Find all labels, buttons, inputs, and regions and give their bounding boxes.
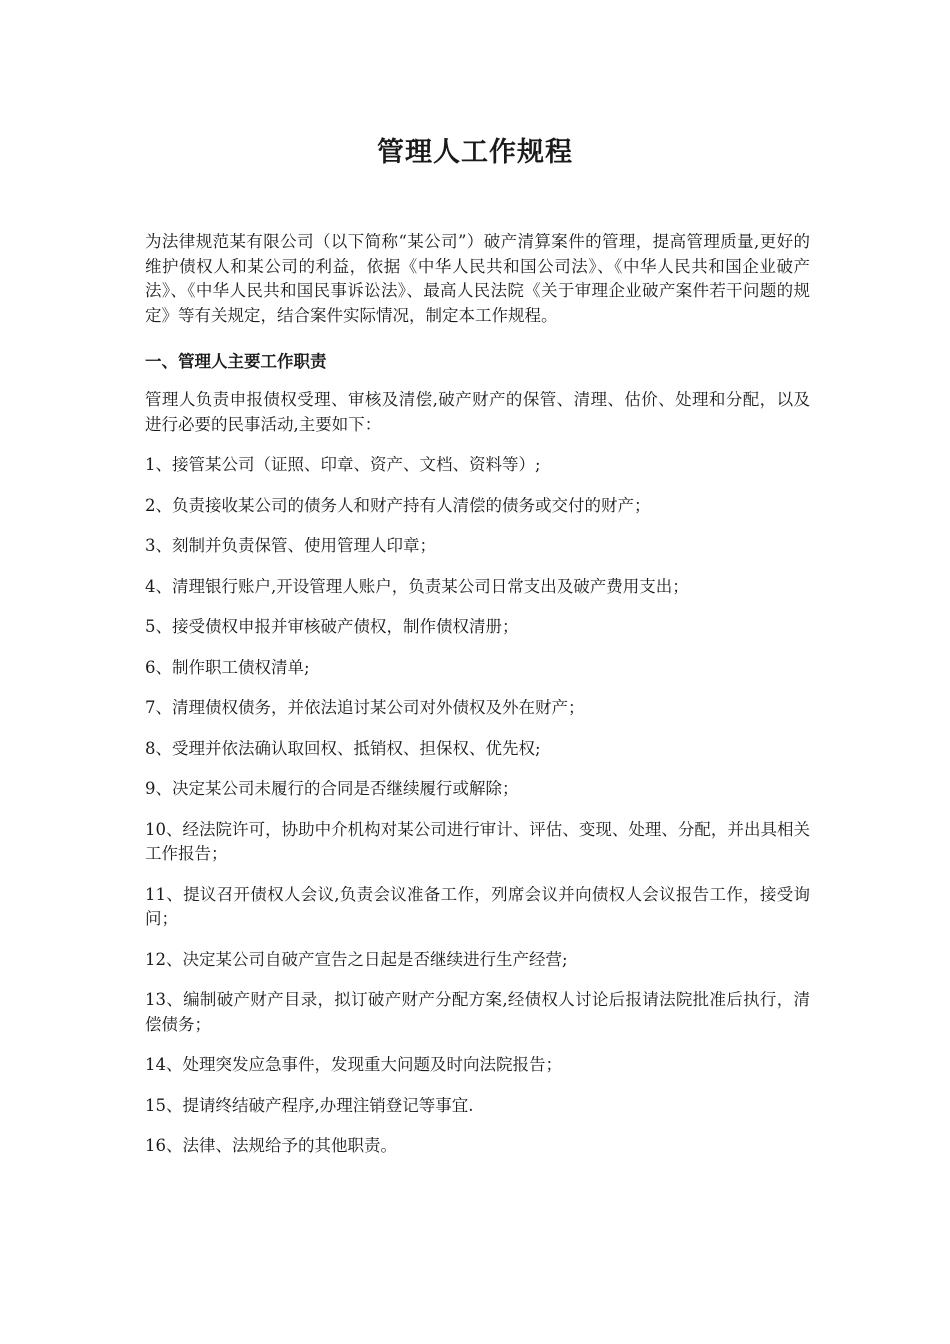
duty-item-1: 1、接管某公司（证照、印章、资产、文档、资料等）; xyxy=(145,455,541,474)
duty-item-12: 12、决定某公司自破产宣告之日起是否继续进行生产经营; xyxy=(145,949,568,969)
duty-item-9: 9、决定某公司未履行的合同是否继续履行或解除； xyxy=(145,779,519,798)
duty-item-16: 16、法律、法规给予的其他职责。 xyxy=(145,1136,397,1155)
duty-item-13: 13、编制破产财产目录，拟订破产财产分配方案,经债权人讨论后报请法院批准后执行，清偿债务； xyxy=(145,990,810,1034)
duty-item-15: 15、提请终结破产程序,办理注销登记等事宜. xyxy=(145,1095,474,1115)
document-body xyxy=(145,230,810,1175)
intro-paragraph: 为法律规范某有限公司（以下简称“某公司”）破产清算案件的管理，提高管理质量,更好的维护债权人和某公司的利益，依据《中华人民共和国公司法》、《中华人民共和国企业破产法》、《中华人民共和国民事诉讼法》、最高人民法院《关于审理企业破产案件若干问题的规定》等有关规定，结合案件实际情况，制定本工作规程。 xyxy=(145,232,810,325)
duty-item-6: 6、制作职工债权清单; xyxy=(145,657,310,677)
section-heading-duties: 一、管理人主要工作职责 xyxy=(145,352,327,371)
duty-item-2: 2、负责接收某公司的债务人和财产持有人清偿的债务或交付的财产； xyxy=(145,495,651,515)
duty-item-14: 14、处理突发应急事件，发现重大问题及时向法院报告； xyxy=(145,1055,562,1074)
duty-item-3: 3、刻制并负责保管、使用管理人印章； xyxy=(145,536,436,555)
duty-list xyxy=(145,453,810,1159)
section-lead-paragraph: 管理人负责申报债权受理、审核及清偿,破产财产的保管、清理、估价、处理和分配，以及进行必要的民事活动,主要如下： xyxy=(145,390,810,434)
duty-item-8: 8、受理并依法确认取回权、抵销权、担保权、优先权; xyxy=(145,738,541,758)
duty-item-10: 10、经法院许可，协助中介机构对某公司进行审计、评估、变现、处理、分配，并出具相关工作报告； xyxy=(145,819,810,863)
document-title: 管理人工作规程 xyxy=(377,137,573,168)
duty-item-7: 7、清理债权债务，并依法追讨某公司对外债权及外在财产； xyxy=(145,698,585,717)
duty-item-11: 11、提议召开债权人会议,负责会议准备工作，列席会议并向债权人会议报告工作，接受询问； xyxy=(145,884,810,928)
duty-item-4: 4、清理银行账户,开设管理人账户，负责某公司日常支出及破产费用支出； xyxy=(145,576,689,596)
duty-item-5: 5、接受债权申报并审核破产债权，制作债权清册； xyxy=(145,617,519,636)
